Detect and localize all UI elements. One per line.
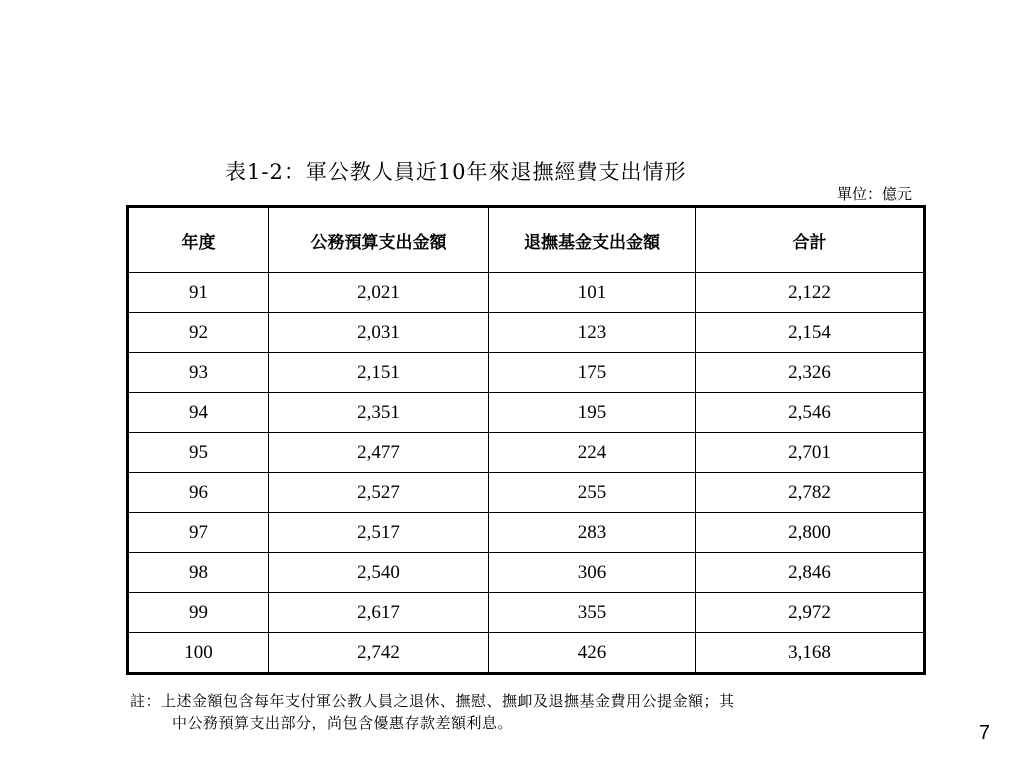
cell-total: 2,800 — [696, 513, 925, 553]
table-row — [128, 553, 925, 593]
table-row — [128, 633, 925, 674]
cell-fund: 224 — [489, 433, 696, 473]
cell-year: 100 — [128, 633, 269, 674]
cell-total: 2,972 — [696, 593, 925, 633]
table-row — [128, 433, 925, 473]
cell-total: 2,326 — [696, 353, 925, 393]
cell-budget: 2,540 — [269, 553, 489, 593]
header-total: 合計 — [696, 207, 925, 273]
table-title: 表1-2：軍公教人員近10年來退撫經費支出情形 — [225, 160, 687, 184]
cell-total: 3,168 — [696, 633, 925, 674]
cell-year: 95 — [128, 433, 269, 473]
cell-total: 2,546 — [696, 393, 925, 433]
header-row — [128, 207, 925, 273]
cell-total: 2,846 — [696, 553, 925, 593]
cell-fund: 255 — [489, 473, 696, 513]
table-row — [128, 313, 925, 353]
table-row — [128, 513, 925, 553]
page-number: 7 — [978, 722, 990, 744]
cell-total: 2,122 — [696, 273, 925, 313]
cell-total: 2,782 — [696, 473, 925, 513]
cell-budget: 2,617 — [269, 593, 489, 633]
cell-total: 2,154 — [696, 313, 925, 353]
table-row — [128, 273, 925, 313]
cell-year: 93 — [128, 353, 269, 393]
cell-year: 92 — [128, 313, 269, 353]
cell-budget: 2,527 — [269, 473, 489, 513]
cell-year: 96 — [128, 473, 269, 513]
cell-fund: 283 — [489, 513, 696, 553]
cell-total: 2,701 — [696, 433, 925, 473]
footnote-line-2: 中公務預算支出部分，尚包含優惠存款差額利息。 — [172, 714, 514, 732]
header-year: 年度 — [128, 207, 269, 273]
cell-fund: 195 — [489, 393, 696, 433]
cell-year: 98 — [128, 553, 269, 593]
header-fund-expenditure: 退撫基金支出金額 — [489, 207, 696, 273]
table-row — [128, 473, 925, 513]
cell-fund: 306 — [489, 553, 696, 593]
table-row — [128, 353, 925, 393]
cell-year: 97 — [128, 513, 269, 553]
cell-fund: 355 — [489, 593, 696, 633]
cell-budget: 2,742 — [269, 633, 489, 674]
table-row — [128, 393, 925, 433]
cell-fund: 175 — [489, 353, 696, 393]
cell-budget: 2,021 — [269, 273, 489, 313]
cell-year: 94 — [128, 393, 269, 433]
cell-budget: 2,351 — [269, 393, 489, 433]
cell-budget: 2,151 — [269, 353, 489, 393]
cell-budget: 2,477 — [269, 433, 489, 473]
footnote — [130, 690, 920, 734]
expenditure-table — [126, 205, 926, 675]
cell-fund: 426 — [489, 633, 696, 674]
table-row — [128, 593, 925, 633]
cell-fund: 123 — [489, 313, 696, 353]
cell-year: 91 — [128, 273, 269, 313]
cell-budget: 2,031 — [269, 313, 489, 353]
footnote-line-1: 註：上述金額包含每年支付軍公教人員之退休、撫慰、撫卹及退撫基金費用公提金額；其 — [130, 692, 735, 710]
cell-budget: 2,517 — [269, 513, 489, 553]
cell-fund: 101 — [489, 273, 696, 313]
cell-year: 99 — [128, 593, 269, 633]
unit-label: 單位：億元 — [836, 185, 912, 203]
header-budget-expenditure: 公務預算支出金額 — [269, 207, 489, 273]
